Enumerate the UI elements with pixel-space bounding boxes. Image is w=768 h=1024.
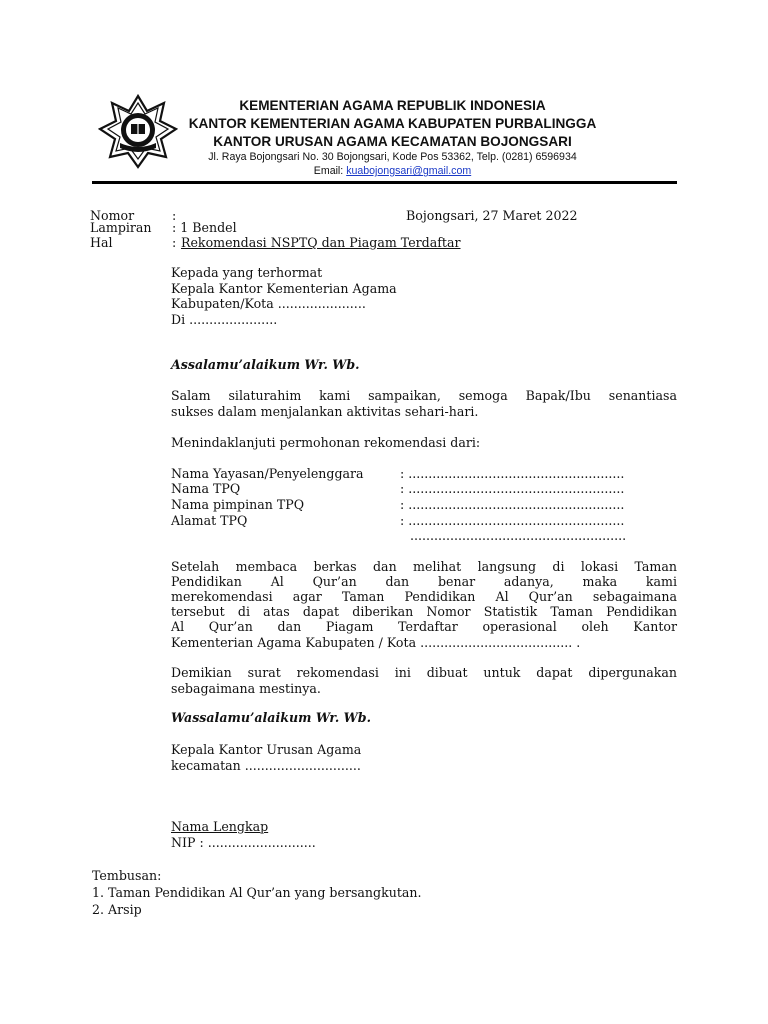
- signatory-nip: NIP : ...........................: [171, 835, 316, 850]
- field-label-yayasan: Nama Yayasan/Penyelenggara: [171, 466, 364, 481]
- paragraph-4-line-1: Demikian surat rekomendasi ini dibuat untuk dapat dipergunakan: [171, 665, 677, 680]
- paragraph-3-line-1: Setelah membaca berkas dan melihat langsung di lokasi Taman: [171, 559, 677, 574]
- paragraph-2: Menindaklanjuti permohonan rekomendasi dari:: [171, 435, 481, 450]
- letterhead-district-office: KANTOR URUSAN AGAMA KECAMATAN BOJONGSARI: [213, 134, 572, 149]
- paragraph-1-line-1: Salam silaturahim kami sampaikan, semoga Bapak/Ibu senantiasa: [171, 388, 677, 403]
- recipient-line-4: Di ......................: [171, 312, 278, 327]
- field-value-nama-tpq: : ......................................................: [400, 481, 625, 496]
- signatory-title-2: kecamatan .............................: [171, 758, 361, 773]
- field-value-alamat-extra: ......................................................: [410, 528, 627, 543]
- field-label-pimpinan: Nama pimpinan TPQ: [171, 497, 305, 512]
- paragraph-3-line-4: tersebut di atas dapat diberikan Nomor Statistik Taman Pendidikan: [171, 604, 677, 619]
- hal-label: Hal: [90, 235, 113, 250]
- cc-item-2: 2. Arsip: [92, 902, 142, 917]
- cc-heading: Tembusan:: [92, 868, 162, 883]
- recipient-line-1: Kepada yang terhormat: [171, 265, 323, 280]
- letter-date: Bojongsari, 27 Maret 2022: [406, 208, 578, 223]
- lampiran-label: Lampiran: [90, 220, 152, 235]
- letterhead-divider: [92, 181, 677, 184]
- nomor-label: Nomor: [90, 208, 135, 223]
- hal-subject: Rekomendasi NSPTQ dan Piagam Terdaftar: [181, 235, 461, 250]
- email-link[interactable]: kuabojongsari@gmail.com: [346, 165, 472, 177]
- nomor-value: :: [172, 208, 177, 223]
- ministry-logo: [98, 93, 178, 169]
- paragraph-3-line-6: Kementerian Agama Kabupaten / Kota ...................................... .: [171, 635, 581, 650]
- field-label-alamat: Alamat TPQ: [171, 513, 248, 528]
- paragraph-3-line-3: merekomendasi agar Taman Pendidikan Al Qur’an sebagaimana: [171, 589, 677, 604]
- paragraph-3-line-5: Al Qur’an dan Piagam Terdaftar operasional oleh Kantor: [171, 619, 677, 634]
- recipient-line-2: Kepala Kantor Kementerian Agama: [171, 281, 397, 296]
- letterhead-regency-office: KANTOR KEMENTERIAN AGAMA KABUPATEN PURBALINGGA: [188, 116, 597, 131]
- signatory-title-1: Kepala Kantor Urusan Agama: [171, 742, 362, 757]
- lampiran-value: : 1 Bendel: [172, 220, 237, 235]
- hal-colon: :: [172, 235, 177, 250]
- paragraph-4-line-2: sebagaimana mestinya.: [171, 681, 321, 696]
- email-label: Email:: [313, 165, 347, 177]
- field-value-alamat: : ......................................................: [400, 513, 625, 528]
- recipient-line-3: Kabupaten/Kota ......................: [171, 296, 366, 311]
- paragraph-3-line-2: Pendidikan Al Qur’an dan benar adanya, maka kami: [171, 574, 677, 589]
- greeting: Assalamu’alaikum Wr. Wb.: [171, 357, 360, 372]
- signatory-name: Nama Lengkap: [171, 819, 269, 834]
- letterhead-email: [180, 165, 605, 177]
- field-value-yayasan: : ......................................................: [400, 466, 625, 481]
- field-label-nama-tpq: Nama TPQ: [171, 481, 241, 496]
- field-value-pimpinan: : ......................................................: [400, 497, 625, 512]
- cc-item-1: 1. Taman Pendidikan Al Qur’an yang bersangkutan.: [92, 885, 422, 900]
- letterhead-address: Jl. Raya Bojongsari No. 30 Bojongsari, Kode Pos 53362, Telp. (0281) 6596934: [208, 151, 577, 163]
- paragraph-1-line-2: sukses dalam menjalankan aktivitas sehari-hari.: [171, 404, 479, 419]
- closing: Wassalamu’alaikum Wr. Wb.: [171, 710, 371, 725]
- letterhead-ministry: KEMENTERIAN AGAMA REPUBLIK INDONESIA: [239, 98, 546, 113]
